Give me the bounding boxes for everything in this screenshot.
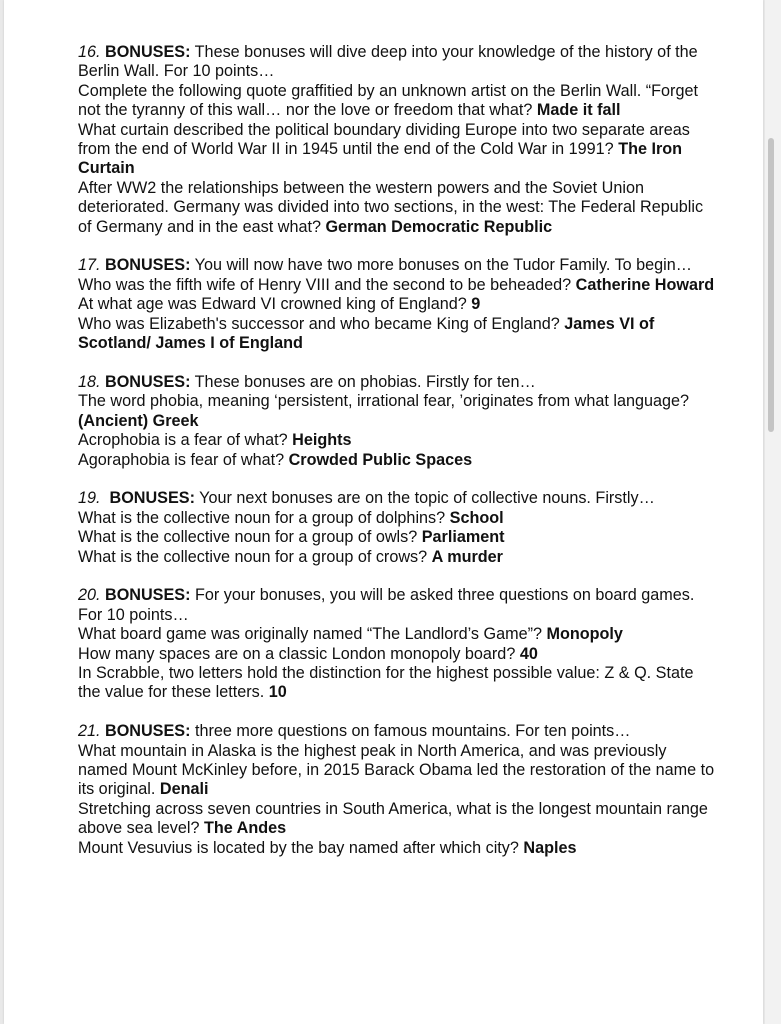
question-text: At what age was Edward VI crowned king of England? <box>78 295 472 314</box>
block-keyword: BONUSES: <box>105 256 191 275</box>
answer-text: German Democratic Republic <box>325 217 553 236</box>
question-text: Stretching across seven countries in South America, what is the longest mountain range above sea level? <box>78 799 708 838</box>
answer-text: A murder <box>431 547 503 566</box>
question-text: What is the collective noun for a group of dolphins? <box>78 508 450 527</box>
block-keyword: BONUSES: <box>105 586 191 605</box>
question-line <box>78 121 718 179</box>
answer-text: James VI of Scotland/ James I of England <box>78 314 655 353</box>
block-number: 16. <box>78 43 101 61</box>
question-text: What mountain in Alaska is the highest peak in North America, and was previously named Mount McKinley before, in 2015 Barack Obama led the restoration of the name to its original. <box>78 741 715 799</box>
block-intro: You will now have two more bonuses on the Tudor Family. To begin… <box>190 256 692 275</box>
answer-text: Denali <box>159 780 209 799</box>
question-line <box>78 742 718 800</box>
answer-text: Naples <box>523 838 577 857</box>
answer-text: School <box>449 508 504 527</box>
block-header <box>78 373 718 392</box>
question-line <box>78 528 718 547</box>
block-header <box>78 489 718 508</box>
answer-text: Crowded Public Spaces <box>288 450 473 469</box>
answer-text: 40 <box>519 644 538 663</box>
question-line <box>78 82 718 121</box>
question-line <box>78 625 718 644</box>
document-page <box>4 0 763 1024</box>
block-number: 19. <box>78 489 101 508</box>
answer-text: Heights <box>292 431 352 450</box>
block-keyword: BONUSES: <box>109 489 195 508</box>
question-block-19 <box>78 489 718 567</box>
block-intro: Your next bonuses are on the topic of collective nouns. Firstly… <box>194 489 655 508</box>
question-text: Mount Vesuvius is located by the bay named after which city? <box>78 838 524 857</box>
question-line <box>78 548 718 567</box>
answer-text: Made it fall <box>536 101 621 120</box>
answer-text: 10 <box>268 683 287 702</box>
question-text: Acrophobia is a fear of what? <box>78 431 293 450</box>
block-keyword: BONUSES: <box>105 372 191 391</box>
question-line <box>78 664 718 703</box>
question-line <box>78 431 718 450</box>
block-keyword: BONUSES: <box>105 722 191 741</box>
question-text: What is the collective noun for a group of crows? <box>78 547 432 566</box>
question-block-20 <box>78 586 718 702</box>
question-line <box>78 800 718 839</box>
question-text: What is the collective noun for a group of owls? <box>78 528 422 547</box>
question-line <box>78 451 718 470</box>
block-number: 20. <box>78 586 101 605</box>
block-number: 17. <box>78 256 101 275</box>
question-text: In Scrabble, two letters hold the distinction for the highest possible value: Z & Q. State the value for these letters. <box>78 663 694 702</box>
question-line <box>78 315 718 354</box>
block-header <box>78 586 718 625</box>
vertical-scrollbar[interactable] <box>765 0 781 1024</box>
answer-text: Monopoly <box>546 625 623 644</box>
question-text: After WW2 the relationships between the western powers and the Soviet Union deteriorated. Germany was divided into two sections, in the west: The Federal Republic of Germany and in the east what? <box>78 178 704 236</box>
question-text: Agoraphobia is fear of what? <box>78 450 289 469</box>
block-header <box>78 722 718 741</box>
block-intro: These bonuses will dive deep into your knowledge of the history of the Berlin Wall. For 10 points… <box>78 43 698 81</box>
question-line <box>78 392 718 431</box>
answer-text: (Ancient) Greek <box>78 411 199 430</box>
block-intro: three more questions on famous mountains. For ten points… <box>190 722 631 741</box>
question-text: Who was Elizabeth's successor and who became King of England? <box>78 314 565 333</box>
question-line <box>78 839 718 858</box>
answer-text: 9 <box>471 295 481 314</box>
question-block-21 <box>78 722 718 858</box>
document-body <box>78 43 718 877</box>
answer-text: Catherine Howard <box>575 275 715 294</box>
answer-text: Parliament <box>421 528 505 547</box>
question-line <box>78 179 718 237</box>
question-text: The word phobia, meaning ‘persistent, irrational fear, ’originates from what language? <box>78 392 689 411</box>
question-text: What board game was originally named “The Landlord’s Game”? <box>78 625 547 644</box>
question-line <box>78 295 718 314</box>
block-header <box>78 43 718 82</box>
answer-text: The Iron Curtain <box>78 140 683 178</box>
question-block-16 <box>78 43 718 237</box>
block-number: 21. <box>78 722 101 741</box>
question-line <box>78 645 718 664</box>
question-text: Who was the fifth wife of Henry VIII and the second to be beheaded? <box>78 275 576 294</box>
answer-text: The Andes <box>204 819 287 838</box>
question-block-18 <box>78 373 718 470</box>
block-number: 18. <box>78 372 101 391</box>
question-text: What curtain described the political boundary dividing Europe into two separate areas from the end of World War II in 1945 until the end of the Cold War in 1991? <box>78 120 690 159</box>
question-text: Complete the following quote graffitied by an unknown artist on the Berlin Wall. “Forget not the tyranny of this wall… nor the love or freedom that what? <box>78 81 698 120</box>
question-block-17 <box>78 256 718 353</box>
block-intro: For your bonuses, you will be asked three questions on board games. For 10 points… <box>78 586 695 624</box>
scrollbar-thumb[interactable] <box>768 138 774 432</box>
question-line <box>78 509 718 528</box>
question-text: How many spaces are on a classic London monopoly board? <box>78 644 520 663</box>
block-keyword: BONUSES: <box>105 43 191 61</box>
question-line <box>78 276 718 295</box>
block-header <box>78 256 718 275</box>
block-intro: These bonuses are on phobias. Firstly for ten… <box>190 372 536 391</box>
